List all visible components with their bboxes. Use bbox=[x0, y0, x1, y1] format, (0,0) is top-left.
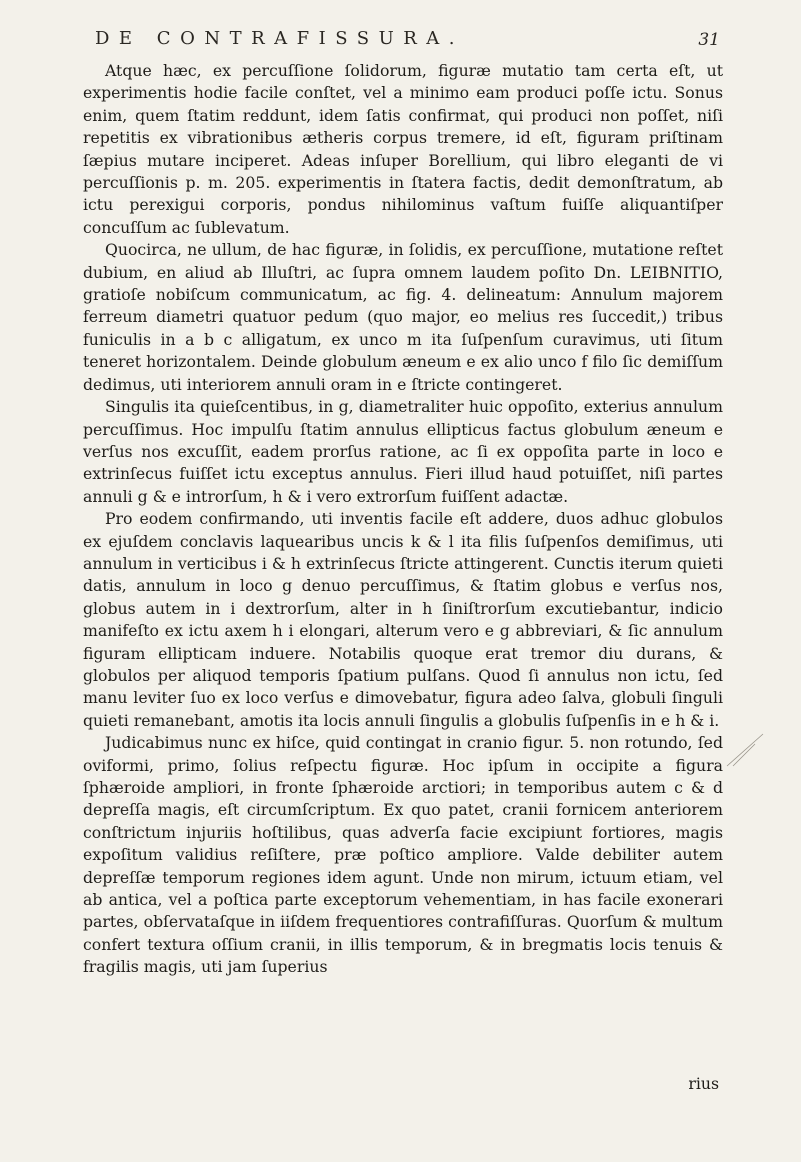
page-header bbox=[95, 20, 720, 60]
paragraph-5: Judicabimus nunc ex hiſce, quid contingat in cranio figur. 5. non rotundo, ſed oviformi, primo, ſolius reſpectu figuræ. Hoc ipſum in occipite a figura ſphæroide ampliori, in fronte ſphæroide arctiori; in temporibus autem c & d depreſſa magis, eſt circumſcriptum. Ex quo patet, cranii fornicem anteriorem conſtrictum injuriis hoſtilibus, quas adverſa facie excipiunt fortiores, magis expoſitum validius reſiſtere, præ poſtico ampliore. Valde debiliter autem depreſſæ temporum regiones idem agunt. Unde non mirum, ictuum etiam, vel ab antica, vel a poſtica parte exceptorum vehementiam, in has facile exonerari partes, obſervataſque in iiſdem frequentiores contrafiſſuras. Quorſum & multum confert textura oſſium cranii, in illis temporum, & in bregmatis locis tenuis & fragilis magis, uti jam ſuperius bbox=[83, 733, 723, 977]
paragraph-1: Atque hæc, ex percuſſione ſolidorum, figuræ mutatio tam certa eſt, ut experimentis hodie facile conſtet, vel a minimo eam produci poſſe ictu. Sonus enim, quem ſtatim reddunt, idem ſatis confirmat, qui produci non poſſet, niſi repetitis ex vibrationibus ætheris corpus tremere, id eſt, figuram priſtinam ſæpius mutare inciperet. Adeas inſuper Borellium, qui libro eleganti de vi percuſſionis p. m. 205. experimentis in ſtatera factis, dedit demonſtratum, ab ictu perexigui corporis, pondus nihilominus vaſtum fuiſſe aliquantiſper concuſſum ac ſublevatum. bbox=[83, 61, 723, 237]
margin-pen-mark bbox=[725, 732, 765, 768]
body-text bbox=[83, 60, 723, 979]
paragraph-3: Singulis ita quieſcentibus, in g, diametraliter huic oppoſito, exterius annulum percuſſimus. Hoc impulſu ſtatim annulus ellipticus factus globulum æneum e verſus nos excuſſit, eadem prorſus ratione, ac ſi ex oppoſita parte in loco e extrinſecus fuiſſet ictu exceptus annulus. Fieri illud haud potuiſſet, niſi partes annuli g & e introrſum, h & i vero extrorſum fuiſſent adactæ. bbox=[83, 397, 723, 506]
catchword: rius bbox=[688, 1074, 719, 1093]
paragraph-2: Quocirca, ne ullum, de hac figuræ, in ſolidis, ex percuſſione, mutatione reſtet dubium, en aliud ab Illuſtri, ac ſupra omnem laudem poſito Dn. LEIBNITIO, gratioſe nobiſcum communicatum, ac fig. 4. delineatum: Annulum majorem ferreum diametri quatuor pedum (quo major, eo melius res ſuccedit,) tribus funiculis in a b c alligatum, ex unco m ita ſuſpenſum curavimus, uti ſitum teneret horizontalem. Deinde globulum æneum e ex alio unco f filo ſic demiſſum dedimus, uti interiorem annuli oram in e ſtricte contingeret. bbox=[83, 240, 723, 394]
page-number: 31 bbox=[698, 30, 720, 50]
running-title: DE CONTRAFISSURA. bbox=[95, 28, 465, 49]
paragraph-4: Pro eodem confirmando, uti inventis facile eſt addere, duos adhuc globulos ex ejuſdem conclavis laquearibus uncis k & l ita filis ſuſpenſos demiſimus, uti annulum in verticibus i & h extrinſecus ſtricte attingerent. Cunctis iterum quieti datis, annulum in loco g denuo percuſſimus, & ſtatim globus e verſus nos, globus autem in i dextrorſum, alter in h ſiniſtrorſum excutiebantur, indicio manifeſto ex ictu axem h i elongari, alterum vero e g abbreviari, & ſic annulum figuram ellipticam induere. Notabilis quoque erat tremor diu durans, & globulos per aliquod temporis ſpatium pulſans. Quod ſi annulus non ictu, ſed manu leviter ſuo ex loco verſus e dimovebatur, figura adeo ſalva, globuli ſinguli quieti remanebant, amotis ita locis annuli ſingulis a globulis ſuſpenſis in e h & i. bbox=[83, 509, 723, 730]
